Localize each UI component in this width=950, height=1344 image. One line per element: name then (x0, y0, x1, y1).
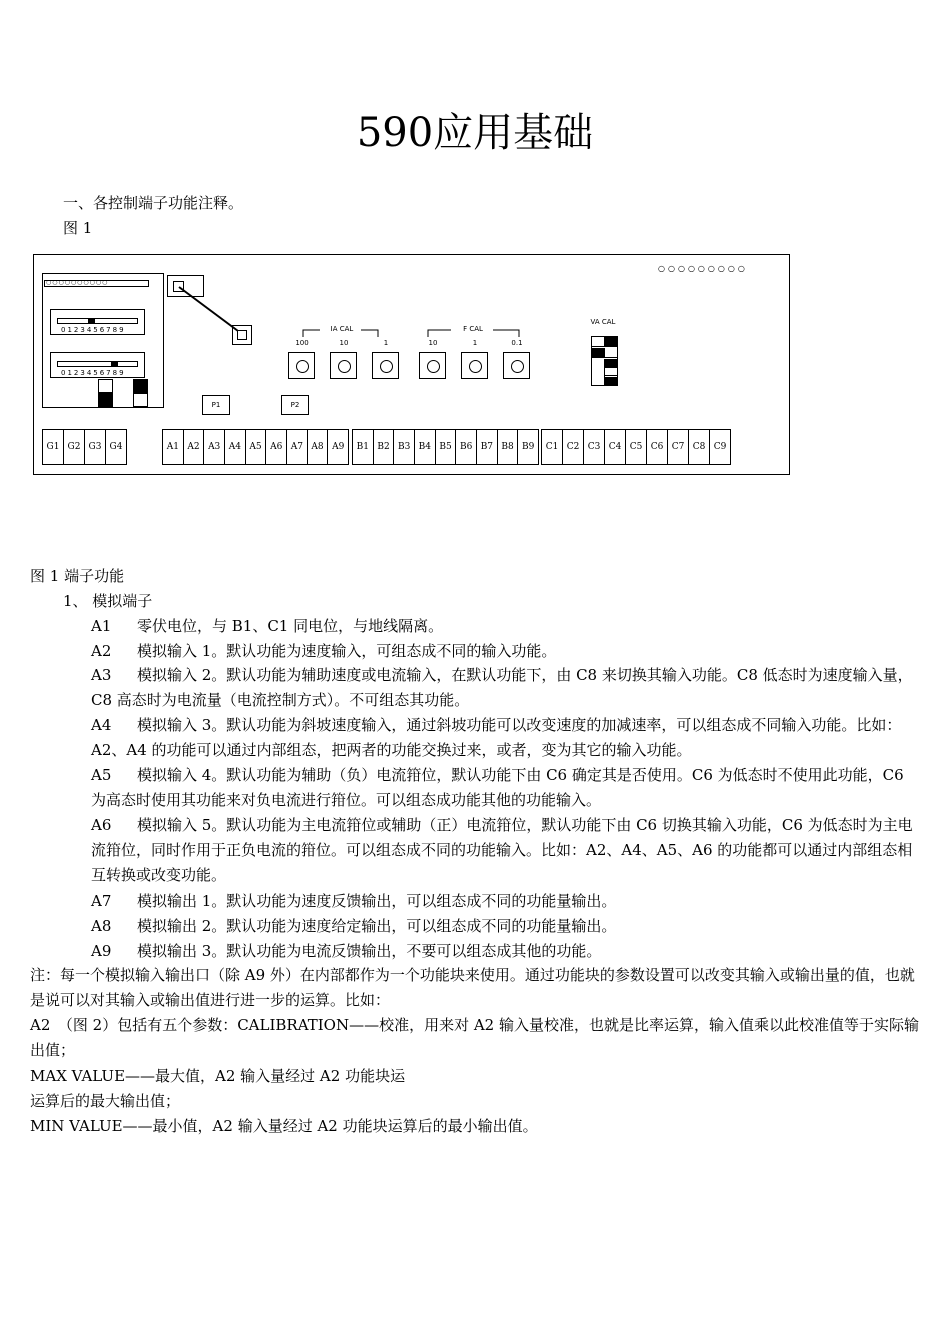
ia-cal-label: IA CAL (330, 325, 354, 333)
terminal-g3: G3 (85, 430, 106, 464)
f-cal-label: F CAL (463, 325, 483, 333)
terminal-c6: C6 (647, 430, 668, 464)
terminal-desc: 模拟输入 2。默认功能为辅助速度或电流输入，在默认功能下，由 C8 来切换其输入功能。C8 低态时为速度输入量，C8 高态时为电流量（电流控制方式）。不可组态其功能。 (91, 666, 913, 709)
max-value-line-1: MAX VALUE——最大值，A2 输入量经过 A2 功能块运 (30, 1067, 406, 1085)
terminal-desc: 模拟输出 2。默认功能为速度给定输出，可以组态成不同的功能量输出。 (137, 917, 617, 935)
led-dots-icon: ○○○○○○○○○ (658, 264, 748, 273)
terminal-a6: A6 (266, 430, 287, 464)
analog-section-heading: 1、 模拟端子 (63, 592, 153, 610)
ia-cal-value-1: 1 (383, 339, 389, 347)
jumper-2 (133, 379, 148, 407)
terminal-a5: A5 (246, 430, 267, 464)
terminal-item-a8 (91, 916, 616, 936)
terminal-desc: 零伏电位，与 B1、C1 同电位，与地线隔离。 (137, 617, 444, 635)
ia-cal-value-100: 100 (295, 339, 309, 347)
terminal-b1: B1 (353, 430, 374, 464)
terminal-item-a3 (91, 663, 921, 713)
terminal-b9: B9 (522, 442, 535, 452)
terminal-c7: C7 (668, 430, 689, 464)
terminal-c9: C9 (713, 442, 727, 452)
min-value-line: MIN VALUE——最小值，A2 输入量经过 A2 功能块运算后的最小输出值。 (30, 1117, 538, 1135)
terminal-c1: C1 (542, 430, 563, 464)
terminal-g2: G2 (64, 430, 85, 464)
terminal-desc: 模拟输出 3。默认功能为电流反馈输出，不要可以组态成其他的功能。 (137, 942, 602, 960)
terminal-b8: B8 (498, 430, 519, 464)
terminal-c8: C8 (689, 430, 710, 464)
f-cal-value-0-1: 0.1 (511, 339, 523, 347)
terminal-a1: A1 (163, 430, 184, 464)
terminal-item-a2 (91, 641, 556, 661)
link-wire (174, 283, 244, 338)
terminal-a9: A9 (332, 442, 345, 452)
terminal-desc: 模拟输入 1。默认功能为速度输入，可组态成不同的输入功能。 (137, 642, 557, 660)
va-cal-switch-block (591, 336, 618, 386)
terminal-a7: A7 (287, 430, 308, 464)
va-cal-label: VA CAL (590, 318, 616, 326)
ia-cal-pot-1 (372, 352, 399, 379)
terminal-b7: B7 (477, 430, 498, 464)
terminal-b6: B6 (456, 430, 477, 464)
f-cal-pot-1 (461, 352, 488, 379)
terminal-a3: A3 (204, 430, 225, 464)
terminal-strip-g (42, 429, 127, 465)
ia-cal-pot-100 (288, 352, 315, 379)
dip-switch-1-numbers: 0123456789 (61, 326, 126, 334)
terminal-code: A1 (91, 617, 112, 635)
max-value-line-2: 运算后的最大输出值； (30, 1092, 181, 1110)
dip-switch-2 (50, 352, 145, 378)
terminal-g4: G4 (109, 442, 123, 452)
terminal-item-a4 (91, 713, 921, 763)
page-title: 590应用基础 (356, 110, 594, 156)
terminal-strip-c (541, 429, 731, 465)
terminal-item-a6 (91, 813, 921, 888)
terminal-item-a9 (91, 941, 601, 961)
terminal-code: A9 (91, 942, 112, 960)
figure-reference: 图 1 (63, 219, 93, 237)
terminal-code: A2 (91, 642, 112, 660)
terminal-a4: A4 (225, 430, 246, 464)
a2-parameter-paragraph: A2 （图 2）包括有五个参数：CALIBRATION——校准，用来对 A2 输入量校准，也就是比率运算，输入值乘以此校准值等于实际输出值； (30, 1016, 919, 1059)
p1-connector: P1 (202, 395, 230, 415)
terminal-desc: 模拟输出 1。默认功能为速度反馈输出，可以组态成不同的功能量输出。 (137, 892, 617, 910)
terminal-b5: B5 (436, 430, 457, 464)
terminal-desc: 模拟输入 5。默认功能为主电流箝位或辅助（正）电流箝位，默认功能下由 C6 切换其输入功能，C6 为低态时为主电流箝位，同时作用于正负电流的箝位。可以组态成不同的功能输入。比如：A2、A4、A5、A6 的功能都可以通过内部组态相互转换或改变功能。 (91, 816, 913, 884)
jumper-1 (98, 379, 113, 407)
terminal-g1: G1 (43, 430, 64, 464)
terminal-code: A5 (91, 766, 112, 784)
terminal-c2: C2 (563, 430, 584, 464)
dip-switch-2-numbers: 0123456789 (61, 369, 126, 377)
terminal-b4: B4 (415, 430, 436, 464)
terminal-strip-b (352, 429, 539, 465)
terminal-b2: B2 (374, 430, 395, 464)
terminal-item-a1 (91, 616, 443, 636)
terminal-a8: A8 (308, 430, 329, 464)
terminal-strip-a (162, 429, 349, 465)
terminal-code: A6 (91, 816, 112, 834)
terminal-code: A8 (91, 917, 112, 935)
header-strip-dots-icon: ○○○○○○○○○○ (46, 279, 109, 286)
figure-caption: 图 1 端子功能 (30, 567, 125, 585)
p2-connector: P2 (281, 395, 309, 415)
terminal-c4: C4 (605, 430, 626, 464)
ia-cal-value-10: 10 (339, 339, 349, 347)
terminal-code: A4 (91, 716, 112, 734)
terminal-code: A3 (91, 666, 112, 684)
terminal-b3: B3 (394, 430, 415, 464)
terminal-item-a5 (91, 763, 921, 813)
f-cal-value-10: 10 (428, 339, 438, 347)
f-cal-pot-10 (419, 352, 446, 379)
terminal-code: A7 (91, 892, 112, 910)
section-heading: 一、各控制端子功能注释。 (63, 194, 244, 212)
terminal-board-figure (33, 254, 790, 475)
terminal-a2: A2 (184, 430, 205, 464)
f-cal-pot-0-1 (503, 352, 530, 379)
terminal-c5: C5 (626, 430, 647, 464)
note-paragraph: 注：每一个模拟输入输出口（除 A9 外）在内部都作为一个功能块来使用。通过功能块的参数设置可以改变其输入或输出量的值，也就是说可以对其输入或输出值进行进一步的运算。比如： (30, 966, 915, 1009)
terminal-desc: 模拟输入 3。默认功能为斜坡速度输入，通过斜坡功能可以改变速度的加减速率，可以组态成不同输入功能。比如：A2、A4 的功能可以通过内部组态，把两者的功能交换过来，或者，变为其它的输入功能。 (91, 716, 902, 759)
terminal-c3: C3 (584, 430, 605, 464)
ia-cal-pot-10 (330, 352, 357, 379)
f-cal-value-1: 1 (472, 339, 478, 347)
dip-switch-1 (50, 309, 145, 335)
terminal-item-a7 (91, 891, 616, 911)
terminal-desc: 模拟输入 4。默认功能为辅助（负）电流箝位，默认功能下由 C6 确定其是否使用。C6 为低态时不使用此功能，C6 为高态时使用其功能来对负电流进行箝位。可以组态成功能其他的功能输入。 (91, 766, 904, 809)
